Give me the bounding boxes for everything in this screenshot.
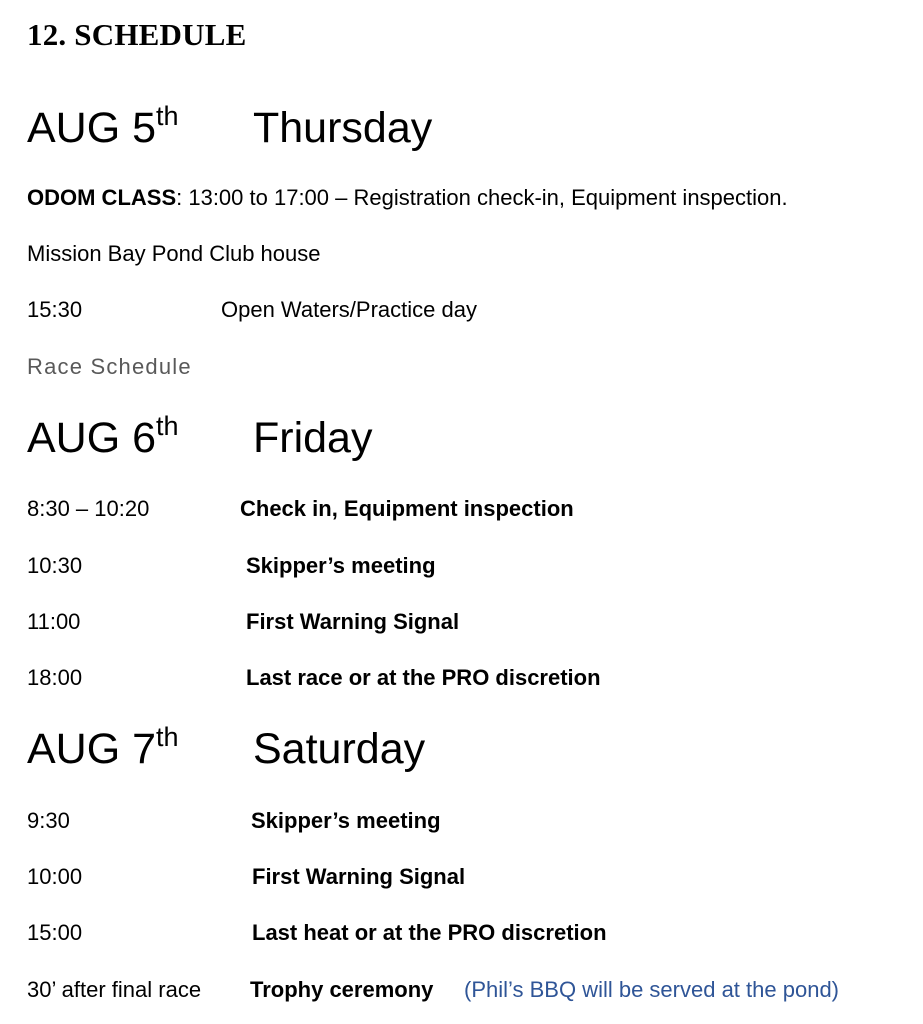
odom-class-line bbox=[27, 183, 788, 213]
race-schedule-subheading: Race Schedule bbox=[27, 354, 192, 379]
day-date-aug-7 bbox=[27, 724, 179, 774]
schedule-time: 11:00 bbox=[27, 609, 81, 634]
final-time: 30’ after final race bbox=[27, 977, 202, 1002]
practice-time: 15:30 bbox=[27, 297, 83, 322]
day-date-text: AUG 5 bbox=[27, 104, 157, 152]
odom-class-text: : 13:00 to 17:00 – Registration check-in, Equipment inspection. bbox=[176, 185, 788, 210]
schedule-event: Last heat or at the PRO discretion bbox=[252, 920, 607, 945]
schedule-event: First Warning Signal bbox=[252, 864, 466, 889]
schedule-event: Last race or at the PRO discretion bbox=[246, 665, 601, 690]
day-weekday-saturday: Saturday bbox=[253, 725, 426, 773]
schedule-time: 10:30 bbox=[27, 553, 83, 578]
day-date-aug-5 bbox=[27, 103, 179, 153]
schedule-event: Check in, Equipment inspection bbox=[240, 496, 574, 521]
schedule-time: 8:30 – 10:20 bbox=[27, 496, 150, 521]
section-title: 12. SCHEDULE bbox=[27, 17, 247, 52]
day-date-text: AUG 6 bbox=[27, 414, 157, 462]
day-weekday-friday: Friday bbox=[253, 414, 373, 462]
schedule-event: Skipper’s meeting bbox=[251, 808, 441, 833]
day-date-text: AUG 7 bbox=[27, 725, 157, 773]
schedule-time: 18:00 bbox=[27, 665, 83, 690]
day-date-suffix: th bbox=[156, 722, 179, 752]
final-event: Trophy ceremony bbox=[250, 977, 434, 1002]
day-date-aug-6 bbox=[27, 413, 179, 463]
schedule-event: Skipper’s meeting bbox=[246, 553, 436, 578]
bbq-note: (Phil’s BBQ will be served at the pond) bbox=[464, 977, 839, 1002]
day-weekday-thursday: Thursday bbox=[253, 104, 433, 152]
odom-class-label: ODOM CLASS bbox=[27, 185, 177, 210]
day-date-suffix: th bbox=[156, 411, 179, 441]
schedule-event: First Warning Signal bbox=[246, 609, 460, 634]
day-date-suffix: th bbox=[156, 101, 179, 131]
location-line: Mission Bay Pond Club house bbox=[27, 241, 321, 266]
schedule-time: 10:00 bbox=[27, 864, 83, 889]
schedule-time: 9:30 bbox=[27, 808, 70, 833]
schedule-time: 15:00 bbox=[27, 920, 83, 945]
practice-event: Open Waters/Practice day bbox=[221, 297, 477, 322]
